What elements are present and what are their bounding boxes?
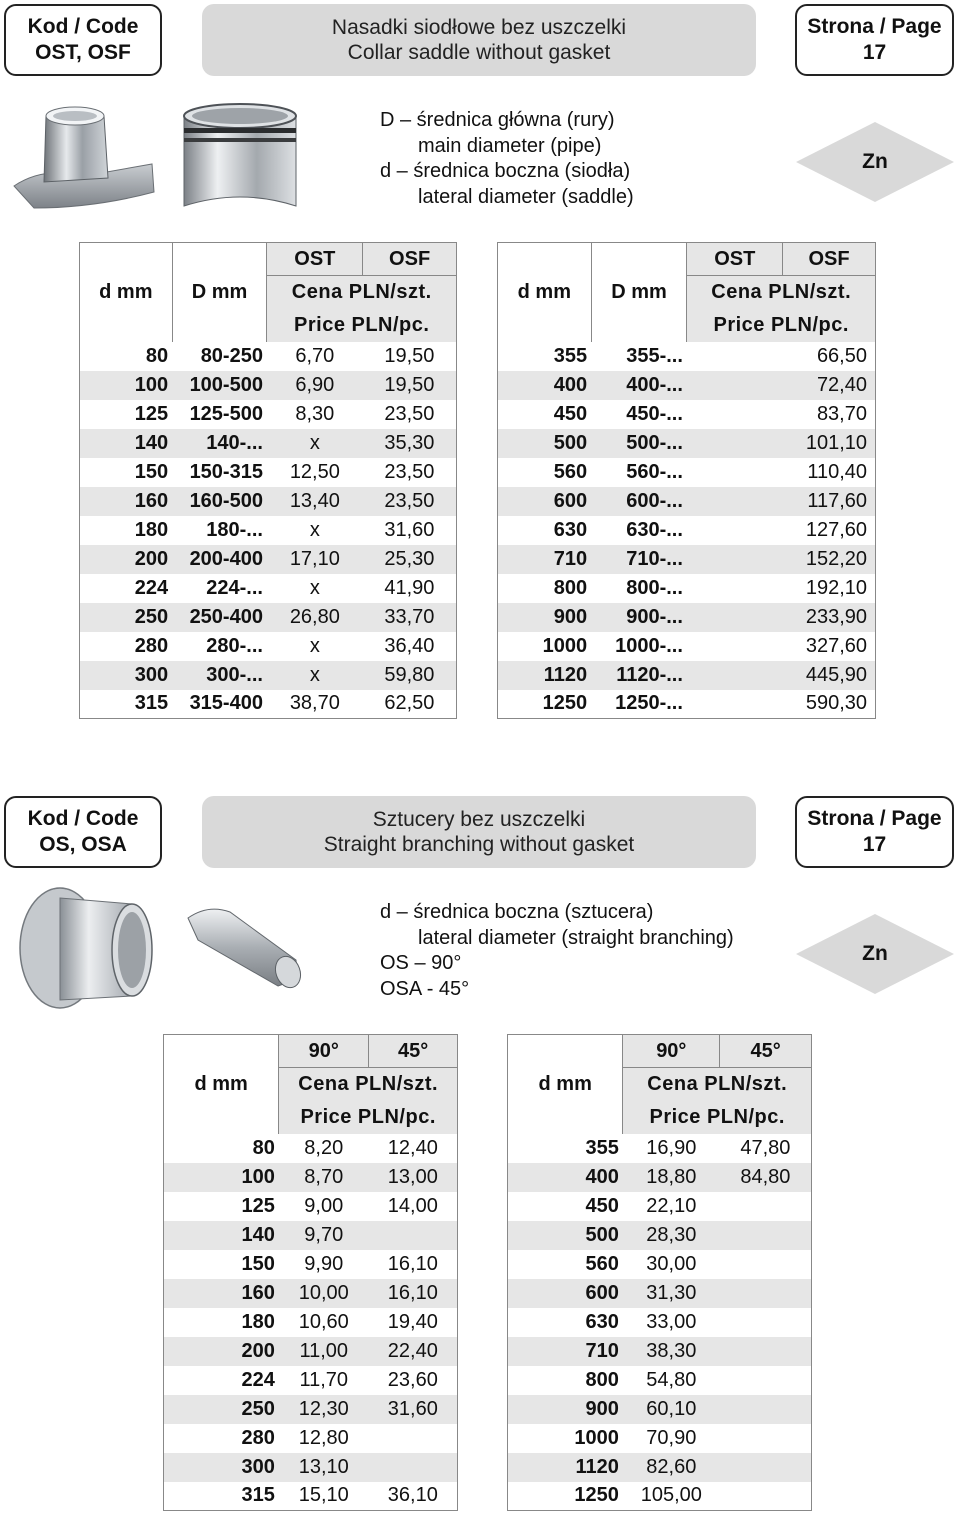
cell-osf-price: 59,80 <box>363 661 457 690</box>
cell-ost-price: 8,30 <box>295 402 335 425</box>
cell-d: 560 <box>553 460 588 483</box>
table-row <box>164 1308 458 1337</box>
cell-90-price: 8,70 <box>279 1163 369 1192</box>
legend-line-4: OSA - 45° <box>380 977 470 1000</box>
material-badge <box>796 914 954 994</box>
cell-45-price <box>720 1337 812 1366</box>
cell-d: 630 <box>585 1310 619 1333</box>
cell-90-price: 30,00 <box>646 1252 697 1275</box>
cell-osf-price: 19,50 <box>363 371 457 400</box>
code-value: OS, OSA <box>39 833 127 856</box>
cell-D: 125-500 <box>189 402 263 425</box>
cell-d: 1250 <box>574 1484 619 1507</box>
table-row <box>164 1279 458 1308</box>
col-90-header: 90° <box>279 1035 369 1068</box>
table-row <box>508 1395 812 1424</box>
col-d-header: d mm <box>508 1035 623 1134</box>
cell-90-price: 22,10 <box>646 1194 697 1217</box>
col-d-header: d mm <box>164 1035 279 1134</box>
cell-ost-price: 12,50 <box>289 460 340 483</box>
table-row <box>80 371 457 400</box>
cell-osf-price: 152,20 <box>783 545 876 574</box>
cell-D: 400-... <box>591 371 687 400</box>
product-code-box <box>4 4 162 76</box>
cell-90-price: 105,00 <box>640 1484 702 1507</box>
col-d-header: d mm <box>80 243 173 342</box>
cell-ost-price: 13,40 <box>267 487 363 516</box>
table-row <box>498 574 876 603</box>
cell-45-price: 14,00 <box>387 1194 438 1217</box>
legend-line-2: lateral diameter (straight branching) <box>418 926 734 949</box>
table-row <box>164 1424 458 1453</box>
table-row <box>498 632 876 661</box>
cell-osf-price: 327,60 <box>805 634 867 657</box>
cell-ost-price: 26,80 <box>267 603 363 632</box>
cell-osf-price: 233,90 <box>783 603 876 632</box>
cell-D: 500-... <box>591 429 687 458</box>
cell-d: 224 <box>241 1368 275 1391</box>
dimension-legend <box>380 900 734 1002</box>
page-number-box <box>795 4 954 76</box>
cell-d: 140 <box>80 429 173 458</box>
cell-90-price: 16,90 <box>646 1136 697 1159</box>
cell-45-price <box>720 1424 812 1453</box>
cell-D: 560-... <box>626 460 683 483</box>
cell-ost-price: 38,70 <box>289 692 340 715</box>
cell-osf-price: 25,30 <box>363 545 457 574</box>
cell-D: 710-... <box>591 545 687 574</box>
legend-line-3: OS – 90° <box>380 952 462 974</box>
price-header-pl: Cena PLN/szt. <box>623 1068 812 1101</box>
table-row <box>498 603 876 632</box>
cell-45-price <box>369 1424 458 1453</box>
cell-45-price <box>369 1453 458 1482</box>
cell-osf-price: 36,40 <box>384 634 435 657</box>
cell-45-price: 16,10 <box>369 1279 458 1308</box>
cell-d: 500 <box>508 1221 623 1250</box>
cell-d: 200 <box>164 1337 279 1366</box>
cell-osf-price: 19,50 <box>384 344 435 367</box>
saddle-photo <box>4 96 162 214</box>
cell-ost-price <box>687 371 783 400</box>
cell-d: 900 <box>498 603 592 632</box>
table-row <box>498 545 876 574</box>
title-pl: Nasadki siodłowe bez uszczelki <box>331 16 627 39</box>
cell-d: 800 <box>585 1368 619 1391</box>
cell-D: 150-315 <box>189 460 263 483</box>
cell-ost-price: x <box>267 661 363 690</box>
cell-d: 300 <box>80 661 173 690</box>
cell-d: 500 <box>498 429 592 458</box>
cell-osf-price: 66,50 <box>816 344 867 367</box>
cell-90-price: 9,70 <box>279 1221 369 1250</box>
col-D-header: D mm <box>172 243 267 342</box>
table-row <box>508 1134 812 1163</box>
cell-d: 1000 <box>542 634 588 657</box>
cell-45-price <box>720 1250 812 1279</box>
table-row <box>164 1192 458 1221</box>
table-row <box>80 545 457 574</box>
cell-90-price: 11,00 <box>279 1337 369 1366</box>
cell-d: 355 <box>585 1136 619 1159</box>
legend-line-1: d – średnica boczna (sztucera) <box>380 901 654 923</box>
page-value: 17 <box>862 833 887 856</box>
col-osf-header: OSF <box>363 243 457 276</box>
collar-photo <box>178 98 302 212</box>
cell-90-price: 15,10 <box>298 1484 349 1507</box>
price-table-right <box>507 1034 812 1511</box>
cell-d: 800 <box>553 576 588 599</box>
cell-90-price: 9,00 <box>304 1194 344 1217</box>
cell-ost-price <box>687 545 783 574</box>
cell-d: 315 <box>134 692 169 715</box>
table-row <box>498 661 876 690</box>
cell-d: 180 <box>241 1310 275 1333</box>
cell-d: 400 <box>498 371 592 400</box>
page-label: Strona / Page <box>807 15 942 38</box>
table-row <box>80 690 457 719</box>
table-row <box>508 1482 812 1511</box>
table-row <box>164 1134 458 1163</box>
table-row <box>80 574 457 603</box>
cell-d: 600 <box>508 1279 623 1308</box>
table-row <box>164 1395 458 1424</box>
legend-line-4: lateral diameter (saddle) <box>418 185 634 208</box>
cell-D: 450-... <box>626 402 683 425</box>
cell-osf-price: 33,70 <box>363 603 457 632</box>
cell-osf-price: 31,60 <box>384 518 435 541</box>
cell-45-price: 84,80 <box>720 1163 812 1192</box>
cell-osf-price: 445,90 <box>783 661 876 690</box>
cell-d: 710 <box>498 545 592 574</box>
code-label: Kod / Code <box>27 807 139 830</box>
cell-D: 100-500 <box>172 371 267 400</box>
code-label: Kod / Code <box>27 15 139 38</box>
cell-D: 224-... <box>206 576 263 599</box>
page-value: 17 <box>862 41 887 64</box>
cell-d: 280 <box>241 1426 275 1449</box>
cell-90-price: 54,80 <box>646 1368 697 1391</box>
title-pl: Sztucery bez uszczelki <box>372 808 586 831</box>
cell-d: 80 <box>145 344 169 367</box>
price-table-right <box>497 242 876 719</box>
cell-ost-price <box>687 661 783 690</box>
cell-osf-price: 23,50 <box>384 460 435 483</box>
page-number-box <box>795 796 954 868</box>
col-ost-header: OST <box>687 243 783 276</box>
table-row <box>498 487 876 516</box>
cell-D: 900-... <box>591 603 687 632</box>
table-row <box>164 1163 458 1192</box>
table-row <box>164 1482 458 1511</box>
table-row <box>508 1279 812 1308</box>
cell-osf-price: 23,50 <box>363 487 457 516</box>
table-row <box>164 1337 458 1366</box>
cell-ost-price: x <box>309 518 320 541</box>
cell-90-price: 82,60 <box>623 1453 720 1482</box>
table-row <box>164 1366 458 1395</box>
price-header-en: Price PLN/pc. <box>279 1101 458 1134</box>
product-code-box <box>4 796 162 868</box>
table-row <box>80 632 457 661</box>
legend-line-3: d – średnica boczna (siodła) <box>380 160 631 182</box>
product-title-box <box>202 4 756 76</box>
price-table-left <box>163 1034 458 1511</box>
cell-D: 600-... <box>591 487 687 516</box>
cell-ost-price <box>687 574 783 603</box>
table-row <box>498 429 876 458</box>
cell-d: 630 <box>553 518 588 541</box>
cell-ost-price <box>687 516 783 545</box>
table-row <box>508 1221 812 1250</box>
col-45-header: 45° <box>369 1035 458 1068</box>
cell-90-price: 13,10 <box>279 1453 369 1482</box>
branch-90-photo <box>4 886 164 1014</box>
price-header-en: Price PLN/pc. <box>623 1101 812 1134</box>
cell-ost-price <box>687 690 783 719</box>
cell-45-price <box>720 1308 812 1337</box>
cell-90-price: 60,10 <box>623 1395 720 1424</box>
cell-d: 1120 <box>508 1453 623 1482</box>
cell-ost-price: x <box>267 429 363 458</box>
cell-D: 250-400 <box>172 603 267 632</box>
legend-line-1: D – średnica główna (rury) <box>380 109 615 131</box>
cell-D: 140-... <box>172 429 267 458</box>
cell-d: 300 <box>164 1453 279 1482</box>
branch-45-photo <box>178 900 302 992</box>
cell-90-price: 33,00 <box>646 1310 697 1333</box>
cell-d: 400 <box>508 1163 623 1192</box>
cell-d: 600 <box>498 487 592 516</box>
cell-d: 1250 <box>542 692 588 715</box>
cell-45-price <box>720 1366 812 1395</box>
col-d-header: d mm <box>498 243 592 342</box>
cell-d: 250 <box>80 603 173 632</box>
product-title-box <box>202 796 756 868</box>
col-90-header: 90° <box>623 1035 720 1068</box>
cell-45-price <box>720 1453 812 1482</box>
cell-osf-price: 23,50 <box>384 402 435 425</box>
dimension-legend <box>380 108 634 210</box>
table-row <box>80 342 457 371</box>
cell-45-price: 47,80 <box>740 1136 791 1159</box>
cell-45-price: 19,40 <box>387 1310 438 1333</box>
cell-d: 125 <box>134 402 169 425</box>
cell-90-price: 70,90 <box>646 1426 697 1449</box>
cell-ost-price <box>687 603 783 632</box>
table-row <box>80 400 457 429</box>
cell-d: 80 <box>252 1136 275 1159</box>
cell-d: 150 <box>241 1252 275 1275</box>
price-header-pl: Cena PLN/szt. <box>687 276 876 309</box>
cell-D: 1120-... <box>591 661 687 690</box>
price-table-left <box>79 242 457 719</box>
cell-90-price: 8,20 <box>304 1136 344 1159</box>
cell-D: 355-... <box>626 344 683 367</box>
table-row <box>508 1308 812 1337</box>
cell-90-price: 10,60 <box>298 1310 349 1333</box>
table-row <box>508 1424 812 1453</box>
table-row <box>498 400 876 429</box>
cell-90-price: 12,30 <box>279 1395 369 1424</box>
cell-90-price: 9,90 <box>304 1252 344 1275</box>
table-row <box>508 1453 812 1482</box>
cell-d: 450 <box>553 402 588 425</box>
cell-ost-price <box>687 342 783 371</box>
cell-osf-price: 62,50 <box>384 692 435 715</box>
cell-d: 1120 <box>498 661 592 690</box>
cell-90-price: 38,30 <box>623 1337 720 1366</box>
table-row <box>80 516 457 545</box>
cell-90-price: 31,30 <box>623 1279 720 1308</box>
cell-d: 355 <box>553 344 588 367</box>
col-osf-header: OSF <box>783 243 876 276</box>
cell-45-price: 22,40 <box>369 1337 458 1366</box>
table-row <box>498 342 876 371</box>
cell-90-price: 11,70 <box>299 1368 349 1391</box>
code-value: OST, OSF <box>35 41 131 64</box>
cell-osf-price: 35,30 <box>363 429 457 458</box>
cell-45-price <box>720 1192 812 1221</box>
cell-90-price: 18,80 <box>623 1163 720 1192</box>
table-row <box>498 458 876 487</box>
cell-d: 450 <box>585 1194 619 1217</box>
cell-45-price: 16,10 <box>387 1252 438 1275</box>
cell-D: 280-... <box>206 634 263 657</box>
col-45-header: 45° <box>720 1035 812 1068</box>
cell-ost-price: x <box>309 576 320 599</box>
table-row <box>508 1250 812 1279</box>
table-row <box>498 690 876 719</box>
cell-ost-price <box>687 487 783 516</box>
cell-d: 100 <box>164 1163 279 1192</box>
cell-45-price <box>720 1395 812 1424</box>
table-row <box>80 603 457 632</box>
cell-ost-price: 6,70 <box>295 344 335 367</box>
cell-osf-price: 41,90 <box>384 576 435 599</box>
cell-d: 160 <box>164 1279 279 1308</box>
cell-osf-price: 83,70 <box>816 402 867 425</box>
cell-d: 315 <box>241 1484 275 1507</box>
cell-d: 224 <box>134 576 169 599</box>
cell-45-price: 12,40 <box>387 1136 438 1159</box>
cell-d: 560 <box>585 1252 619 1275</box>
table-row <box>80 487 457 516</box>
section-straight-branching <box>0 792 960 1518</box>
cell-D: 1250-... <box>615 692 683 715</box>
cell-d: 100 <box>80 371 173 400</box>
cell-D: 800-... <box>626 576 683 599</box>
table-row <box>80 661 457 690</box>
cell-osf-price: 127,60 <box>805 518 867 541</box>
cell-d: 710 <box>508 1337 623 1366</box>
table-row <box>498 516 876 545</box>
cell-osf-price: 101,10 <box>783 429 876 458</box>
cell-osf-price: 72,40 <box>783 371 876 400</box>
cell-d: 200 <box>80 545 173 574</box>
cell-D: 160-500 <box>172 487 267 516</box>
cell-45-price: 13,00 <box>369 1163 458 1192</box>
cell-ost-price <box>687 429 783 458</box>
cell-90-price: 28,30 <box>623 1221 720 1250</box>
material-badge <box>796 122 954 202</box>
cell-45-price: 23,60 <box>387 1368 438 1391</box>
cell-D: 630-... <box>626 518 683 541</box>
table-row <box>164 1221 458 1250</box>
price-header-pl: Cena PLN/szt. <box>279 1068 458 1101</box>
cell-ost-price: 6,90 <box>267 371 363 400</box>
cell-45-price <box>369 1221 458 1250</box>
cell-osf-price: 590,30 <box>805 692 867 715</box>
table-row <box>164 1250 458 1279</box>
price-header-pl: Cena PLN/szt. <box>267 276 457 309</box>
cell-ost-price: x <box>309 634 320 657</box>
cell-D: 180-... <box>206 518 263 541</box>
cell-90-price: 12,80 <box>298 1426 349 1449</box>
material-label: Zn <box>862 150 888 173</box>
cell-ost-price <box>687 400 783 429</box>
cell-D: 80-250 <box>200 344 263 367</box>
cell-d: 1000 <box>574 1426 619 1449</box>
col-D-header: D mm <box>591 243 687 342</box>
col-ost-header: OST <box>267 243 363 276</box>
cell-D: 315-400 <box>189 692 263 715</box>
cell-d: 160 <box>80 487 173 516</box>
cell-45-price: 31,60 <box>369 1395 458 1424</box>
table-row <box>508 1366 812 1395</box>
cell-d: 140 <box>164 1221 279 1250</box>
cell-d: 180 <box>134 518 169 541</box>
page-label: Strona / Page <box>807 807 942 830</box>
cell-ost-price: 17,10 <box>267 545 363 574</box>
cell-ost-price <box>687 458 783 487</box>
cell-45-price <box>720 1482 812 1511</box>
cell-D: 200-400 <box>172 545 267 574</box>
section-collar-saddle <box>0 0 960 740</box>
cell-osf-price: 117,60 <box>783 487 876 516</box>
cell-d: 150 <box>134 460 169 483</box>
cell-ost-price <box>687 632 783 661</box>
title-en: Straight branching without gasket <box>323 833 635 856</box>
table-row <box>498 371 876 400</box>
cell-osf-price: 110,40 <box>807 460 867 483</box>
table-row <box>508 1163 812 1192</box>
cell-45-price <box>720 1221 812 1250</box>
cell-d: 250 <box>164 1395 279 1424</box>
price-header-en: Price PLN/pc. <box>267 309 457 342</box>
cell-d: 125 <box>241 1194 275 1217</box>
cell-d: 900 <box>508 1395 623 1424</box>
legend-line-2: main diameter (pipe) <box>418 134 602 157</box>
table-row <box>508 1192 812 1221</box>
table-row <box>508 1337 812 1366</box>
cell-D: 300-... <box>172 661 267 690</box>
title-en: Collar saddle without gasket <box>347 41 611 64</box>
material-label: Zn <box>862 942 888 965</box>
cell-osf-price: 192,10 <box>805 576 867 599</box>
table-row <box>164 1453 458 1482</box>
cell-45-price: 36,10 <box>387 1484 438 1507</box>
table-row <box>80 429 457 458</box>
table-row <box>80 458 457 487</box>
price-header-en: Price PLN/pc. <box>687 309 876 342</box>
cell-D: 1000-... <box>615 634 683 657</box>
cell-90-price: 10,00 <box>279 1279 369 1308</box>
cell-45-price <box>720 1279 812 1308</box>
cell-d: 280 <box>134 634 169 657</box>
